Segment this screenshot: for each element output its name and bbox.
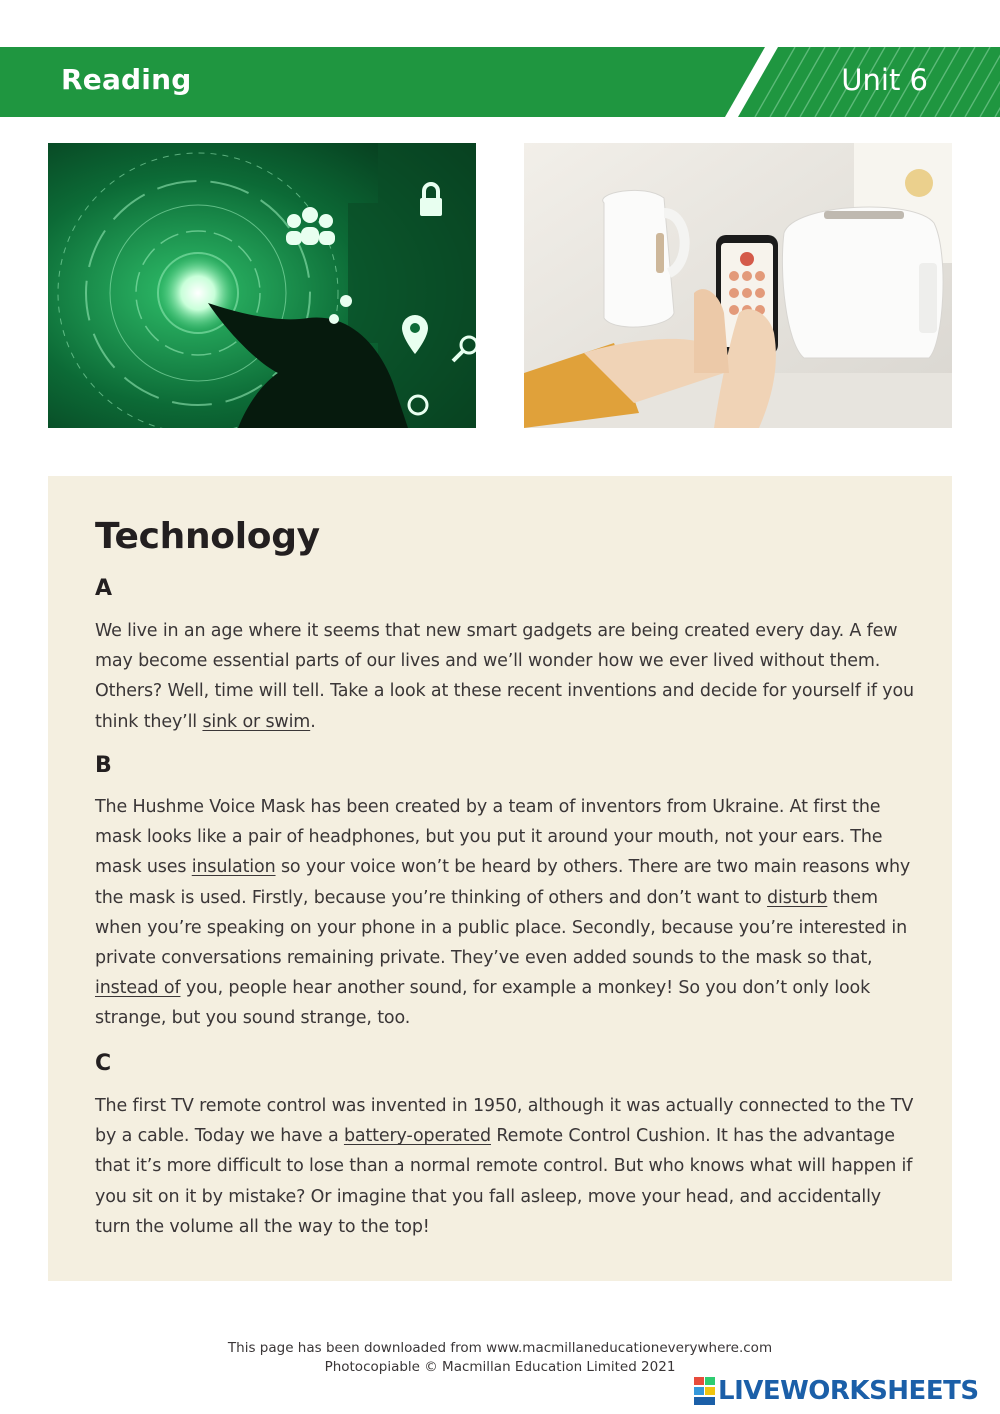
vocab-sink-or-swim: sink or swim [202, 711, 311, 732]
section-b-text: The Hushme Voice Mask has been created by a team of inventors from Ukraine. At first the mask looks like a pair of headphones, but you put it around your mouth, not your ears. The mask uses insulation so your voice won’t be heard by others. There are two main reasons why the mask is used. Firstly, because you’re thinking of others and don’t want to disturb them when you’re speaking on your phone in a public place. Secondly, because you’re interested in private conversations remaining private. They’ve even added sounds to the mask so that, instead of you, people hear another sound, for example a monkey! So you don’t only look strange, but you sound strange, too. [95, 797, 911, 1029]
smart-home-photo [524, 143, 952, 428]
technology-photo [48, 143, 476, 428]
section-c-text: The first TV remote control was invented in 1950, although it was actually connected to the TV by a cable. Today we have a battery-operated Remote Control Cushion. It has the advantage that it’s more difficult to lose than a normal remote control. But who knows what will happen if you sit on it by mistake? Or imagine that you fall asleep, move your head, and accidentally turn the volume all the way to the top! [95, 1096, 914, 1237]
liveworksheets-logo [694, 1374, 979, 1408]
header-banner [0, 47, 1000, 117]
section-label: Reading [61, 63, 192, 96]
footer-download-note: This page has been downloaded from www.macmillaneducationeverywhere.com [227, 1340, 773, 1356]
liveworksheets-wordmark: LIVEWORKSHEETS [718, 1376, 979, 1406]
section-b-letter: B [95, 753, 112, 778]
article-title: Technology [95, 516, 320, 557]
section-a-text: We live in an age where it seems that new smart gadgets are being created every day. A few may become essential parts of our lives and we’ll wonder how we ever lived without them. Others? Well, time will tell. Take a look at these recent inventions and decide for yourself if you think they’ll sink or swim. [95, 621, 914, 732]
vocab-insulation: insulation [191, 857, 276, 878]
page-footer [0, 1339, 1000, 1377]
footer-copyright: Photocopiable © Macmillan Education Limited 2021 [324, 1359, 676, 1375]
article-box [48, 476, 952, 1281]
vocab-disturb: disturb [767, 887, 828, 908]
unit-label: Unit 6 [841, 63, 928, 97]
digital-technology-touch-image [48, 143, 476, 428]
smart-home-phone-app-image [524, 143, 952, 428]
section-c-letter: C [95, 1051, 112, 1076]
liveworksheets-icon [694, 1377, 716, 1405]
vocab-instead-of: instead of [95, 978, 181, 999]
vocab-battery-operated: battery-operated [343, 1126, 491, 1147]
section-a-letter: A [95, 576, 113, 601]
